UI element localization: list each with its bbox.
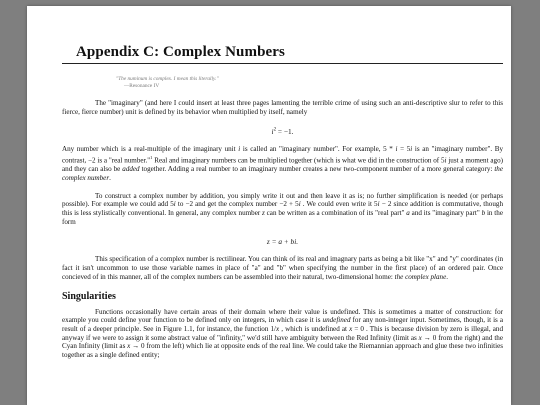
section-heading-singularities: Singularities [62, 290, 116, 302]
equation-complex-form: z = a + bi. [266, 237, 299, 247]
epigraph-quote: "The numinum is complex. I mean this literally." [116, 76, 219, 82]
footnote-marker[interactable]: 1 [150, 155, 153, 161]
paragraph-2: Any number which is a real-multiple of the imaginary unit i is called an "imaginary number". For example, 5 * i = 5i is an "imaginary number". By contrast, −2 is a "real number."$^1$ Real and imaginary numbers can be multiplied together (which is what we did in the construction of 5i just a moment ago) and they can also be added together. Adding a real number to an imaginary number creates a new two-component number of a more general category: the complex number. [62, 145, 503, 182]
document-page [27, 6, 511, 405]
page-title: Appendix C: Complex Numbers [62, 44, 503, 64]
page-content [62, 44, 503, 360]
paragraph-3: To construct a complex number by addition, you simply write it out and then leave it as is; no further simplification is needed (or perhaps possible). For example we could add 5i to −2 and get the complex number −2 + 5i . We could even write it 5i − 2 since addition is commutative, though this is less stylistically conventional. In general, any complex number z can be written as a combination of its "real part" a and its "imaginary part" b in the form [62, 191, 503, 226]
eq1-exponent: 2 [273, 127, 277, 133]
paragraph-4: This specification of a complex number is rectilinear. You can think of its real and imagnary parts as being a bit like "x" and "y" coordinates (in fact it isn't uncommon to use those variable names in place of "a" and "b" when specifying the number in the first place) of an ordered pair. Once concieved of in this manner, all of the complex numbers can be assembled into their natural, two-dimensional home: the complex plane. [62, 255, 503, 281]
epigraph-attribution: —Resonance IV [124, 83, 160, 89]
eq1-base: i [271, 127, 274, 137]
paragraph-5: Functions occasionally have certain areas of their domain where their value is undefined. This is sometimes a matter of construction: for example you could define your function to be defined only on integers, in which case it is undefined for any non-integer input. Sometimes, though, it is a result of a deeper principle. See in Figure 1.1, for instance, the function 1/x , which is undefined at x = 0 . This is because division by zero is illegal, and anyway if we were to assign it some abstract value of "infinity," we'd still have ambiguity between the Red Infinity (limit as x → 0 from the right) and the Cyan Infinity (limit as x → 0 from the left) which lie at opposite ends of the real line. We could take the Riemannian approach and glue these two infinities together as a single defined entity; [62, 307, 503, 360]
paragraph-1: The "imaginary" (and here I could insert at least three pages lamenting the terrible crime of using such an anti-descriptive slur to refer to this fierce, fierce number) unit is defined by its behavior when multiplied by itself, namely [62, 99, 503, 116]
eq1-rest: = −1. [276, 127, 294, 137]
equation-i-squared [62, 127, 503, 136]
epigraph [116, 76, 503, 90]
